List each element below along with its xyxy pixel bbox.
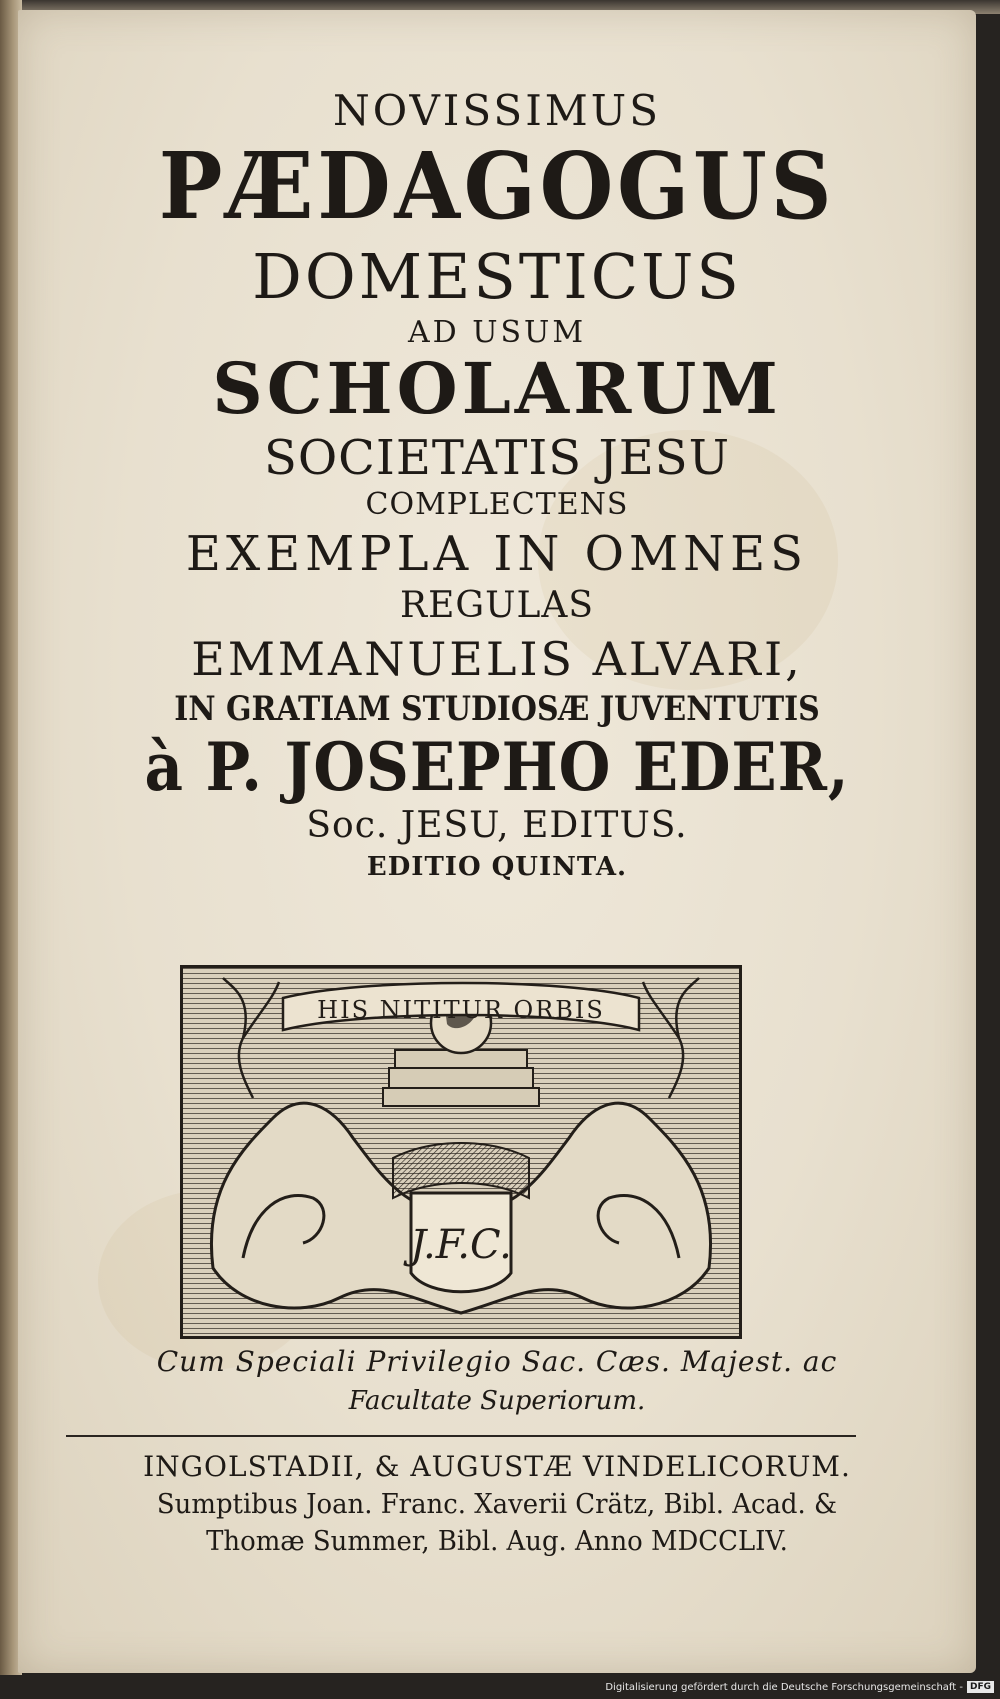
- title-line-regulas: REGULAS: [399, 585, 595, 626]
- title-line-paedagogus: PÆDAGOGUS: [158, 132, 836, 240]
- imprint-date: Thomæ Summer, Bibl. Aug. Anno MDCCLIV.: [206, 1526, 788, 1557]
- title-line-novissimus: NOVISSIMUS: [333, 86, 661, 135]
- woodcut-illustration: [183, 968, 739, 1336]
- digitization-footer: [605, 1679, 994, 1695]
- footer-text: Digitalisierung gefördert durch die Deutsche Forschungsgemeinschaft -: [605, 1681, 963, 1693]
- title-line-complectens: COMPLECTENS: [365, 487, 629, 522]
- title-page: [18, 10, 976, 1673]
- imprint-block: [18, 1450, 976, 1557]
- imprint-place: INGOLSTADII, & AUGUSTÆ VINDELICORUM.: [143, 1450, 851, 1483]
- title-line-societatis-jesu: SOCIETATIS JESU: [263, 430, 731, 486]
- privilege-statement: [18, 1345, 976, 1416]
- printers-device-woodcut: [180, 965, 742, 1339]
- monogram-text: J.F.C.: [410, 1222, 512, 1268]
- privilege-line-2: Facultate Superiorum.: [348, 1386, 646, 1416]
- title-line-editio: EDITIO QUINTA.: [366, 852, 628, 882]
- title-line-author: à P. JOSEPHO EDER,: [144, 728, 850, 806]
- title-block: [18, 86, 976, 882]
- title-line-soc-jesu: Soc. JESU, EDITUS.: [306, 805, 688, 846]
- title-line-domesticus: DOMESTICUS: [252, 240, 742, 313]
- imprint-publisher: Sumptibus Joan. Franc. Xaverii Crätz, Bibl. Acad. &: [156, 1489, 838, 1520]
- title-line-emmanuelis: EMMANUELIS ALVARI,: [191, 632, 803, 686]
- horizontal-rule: [66, 1435, 856, 1437]
- title-line-in-gratiam: IN GRATIAM STUDIOSÆ JUVENTUTIS: [174, 689, 820, 729]
- title-line-ad-usum: AD USUM: [407, 315, 587, 350]
- privilege-line-1: Cum Speciali Privilegio Sac. Cæs. Majest. ac: [156, 1345, 838, 1378]
- dfg-logo: DFG: [967, 1681, 994, 1693]
- title-line-scholarum: SCHOLARUM: [212, 347, 782, 430]
- title-line-exempla: EXEMPLA IN OMNES: [185, 526, 809, 582]
- banner-motto: HIS NITITUR ORBIS: [317, 996, 605, 1024]
